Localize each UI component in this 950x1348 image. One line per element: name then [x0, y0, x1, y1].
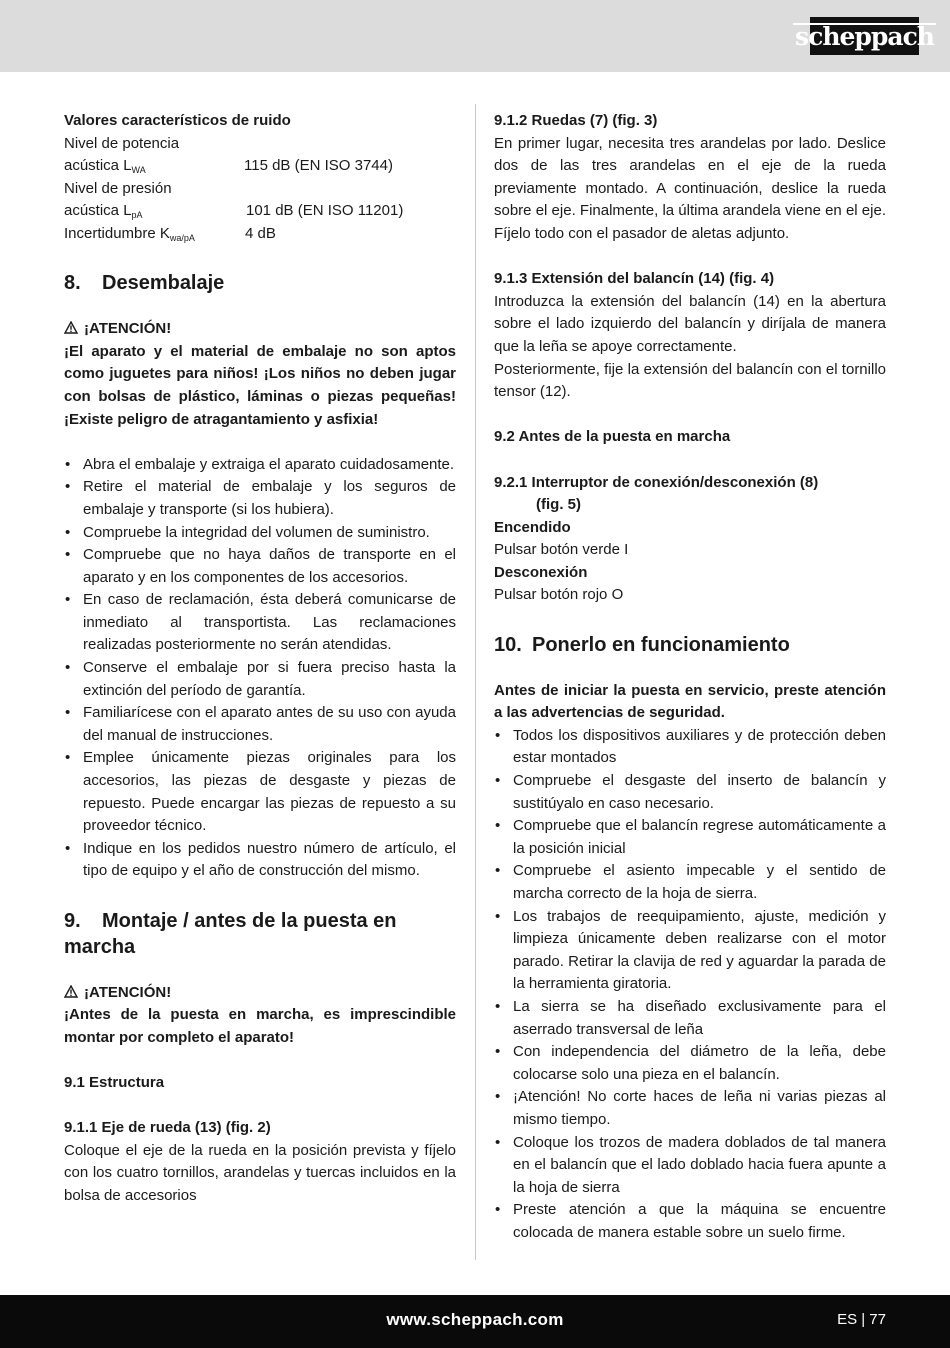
off-title: Desconexión: [494, 563, 588, 581]
subsection-title: 9.1 Estructura: [64, 1073, 165, 1091]
subsection-title: 9.1.2 Ruedas (7) (fig. 3): [494, 112, 658, 129]
list-item: • Abra el embalaje y extraiga el aparato cuidadosamente.: [64, 454, 456, 477]
noise-row: acústica $L_{WA}$ 115 dB (EN ISO 3744): [64, 157, 393, 176]
list-item: • Compruebe que el balancín regrese automáticamente a la posición inicial: [494, 815, 886, 860]
warning-title: ¡ATENCIÓN!: [64, 982, 456, 1005]
unpacking-list: [64, 454, 456, 883]
section-heading-10: 10. Ponerlo en funcionamiento: [494, 633, 790, 656]
list-item: • ¡Atención! No corte haces de leña ni varias piezas al mismo tiempo.: [494, 1086, 886, 1131]
noise-line: Nivel de presión: [64, 179, 172, 197]
subsection-fig: (fig. 5): [536, 496, 581, 514]
warning-text: ¡Antes de la puesta en marcha, es imprescindible montar por completo el aparato!: [64, 1006, 456, 1046]
list-item: • Con independencia del diámetro de la leña, debe colocarse solo una pieza en el balancín.: [494, 1041, 886, 1086]
subsection-title: 9.1.3 Extensión del balancín (14) (fig. 4): [494, 270, 775, 288]
footer-url[interactable]: www.scheppach.com: [386, 1310, 564, 1329]
noise-row: Incertidumbre $K_{wa/pA}$ 4 dB: [64, 224, 276, 243]
on-title: Encendido: [494, 518, 571, 536]
paragraph: Coloque el eje de la rueda en la posición prevista y fíjelo con los cuatro tornillos, arandelas y tuercas incluidos en la bolsa de accesorios: [64, 1141, 456, 1204]
list-item: • Compruebe el desgaste del inserto de balancín y sustitúyalo en caso necesario.: [494, 770, 886, 815]
noise-row: acústica $L_{pA}$ 101 dB (EN ISO 11201): [64, 202, 404, 221]
warning-triangle-icon: [64, 983, 78, 995]
list-item: • Compruebe el asiento impecable y el sentido de marcha correcto de la hoja de sierra.: [494, 860, 886, 905]
footer-bar: [0, 1295, 950, 1348]
list-item: • Compruebe que no haya daños de transporte en el aparato y en los componentes de los accesorios.: [64, 544, 456, 589]
brand-logo: scheppach: [810, 17, 919, 55]
header-bar: [0, 0, 950, 72]
list-item: • Indique en los pedidos nuestro número de artículo, el tipo de equipo y el año de construcción del mismo.: [64, 838, 456, 883]
subsection-title: 9.1.1 Eje de rueda (13) (fig. 2): [64, 1119, 271, 1137]
paragraph: Posteriormente, fije la extensión del balancín con el tornillo tensor (12).: [494, 360, 886, 401]
off-text: Pulsar botón rojo O: [494, 586, 624, 604]
paragraph: Introduzca la extensión del balancín (14) en la abertura sobre el lado izquierdo del balancín y diríjala de manera que la leña se apoye correctamente.: [494, 292, 886, 355]
column-divider: [475, 104, 476, 1260]
operation-list: [494, 725, 886, 1245]
warning-triangle-icon: [64, 319, 78, 331]
subsection-title: 9.2 Antes de la puesta en marcha: [494, 428, 731, 446]
list-item: • Todos los dispositivos auxiliares y de protección deben estar montados: [494, 725, 886, 770]
list-item: • Compruebe la integridad del volumen de suministro.: [64, 522, 456, 545]
list-item: • Conserve el embalaje por si fuera preciso hasta la extinción del período de garantía.: [64, 657, 456, 702]
list-item: • En caso de reclamación, ésta deberá comunicarse de inmediato al transportista. Las reclamaciones realizadas posteriormente no serán atendidas.: [64, 589, 456, 657]
noise-title: Valores característicos de ruido: [64, 112, 291, 129]
warning-text: ¡El aparato y el material de embalaje no son aptos como juguetes para niños! ¡Los niños no deben jugar con bolsas de plástico, láminas o piezas pequeñas! ¡Existe peligro de atragantamiento y asfixia!: [64, 342, 456, 428]
list-item: • Preste atención a que la máquina se encuentre colocada de manera estable sobre un suelo firme.: [494, 1199, 886, 1244]
list-item: • Emplee únicamente piezas originales para los accesorios, las piezas de desgaste y piezas de repuesto. Puede encargar las piezas de repuesto a su proveedor técnico.: [64, 747, 456, 837]
warning-title: ¡ATENCIÓN!: [64, 318, 456, 341]
list-item: • Los trabajos de reequipamiento, ajuste, medición y limpieza únicamente deben realizarse con el motor parado. Retirar la clavija de red y aguardar la parada de la herramienta giratoria.: [494, 906, 886, 996]
noise-line: Nivel de potencia: [64, 134, 180, 152]
list-item: • Coloque los trozos de madera doblados de tal manera en el balancín que el lado doblado hacia fuera apunte a la hoja de sierra: [494, 1132, 886, 1200]
section-heading-8: 8. Desembalaje: [64, 272, 225, 295]
left-column: [64, 110, 456, 1208]
subsection-title: 9.2.1 Interruptor de conexión/desconexión (8): [494, 473, 819, 491]
right-column: [494, 110, 886, 1245]
section-heading-9: 9. Montaje / antes de la puesta en marcha: [64, 909, 397, 958]
operation-intro: Antes de iniciar la puesta en servicio, preste atención a las advertencias de seguridad.: [494, 681, 886, 722]
paragraph: En primer lugar, necesita tres arandelas por lado. Deslice dos de las tres arandelas en el eje de la rueda previamente montado. A continuación, deslice la rueda sobre el eje. Finalmente, la última arandela viene en el eje. Fíjelo todo con el pasador de aletas adjunto.: [494, 134, 886, 242]
page-number: ES | 77: [837, 1311, 886, 1328]
on-text: Pulsar botón verde I: [494, 541, 629, 559]
list-item: • Familiarícese con el aparato antes de su uso con ayuda del manual de instrucciones.: [64, 702, 456, 747]
list-item: • Retire el material de embalaje y los seguros de embalaje y transporte (si los hubiera).: [64, 476, 456, 521]
list-item: • La sierra se ha diseñado exclusivamente para el aserrado transversal de leña: [494, 996, 886, 1041]
